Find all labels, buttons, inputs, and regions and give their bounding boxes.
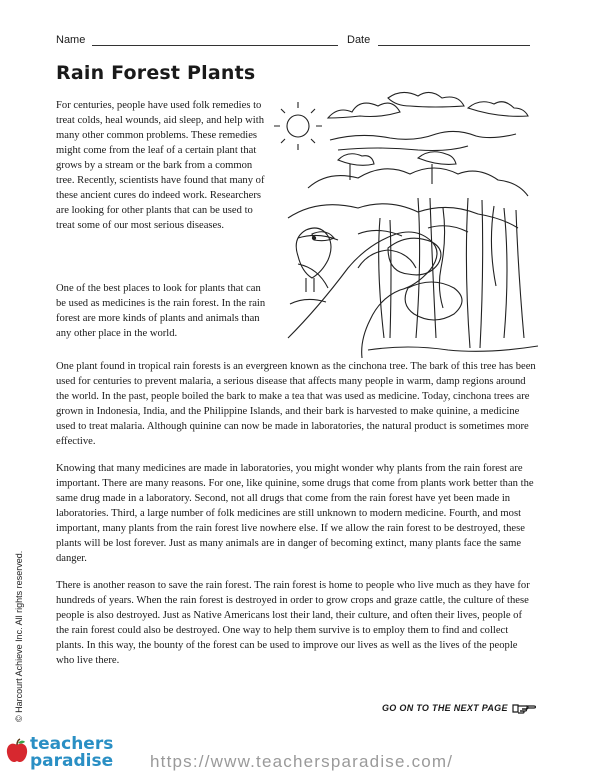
date-label: Date: [347, 34, 371, 46]
site-url[interactable]: https://www.teachersparadise.com/: [150, 752, 454, 771]
sun-icon: [274, 102, 322, 150]
logo-word-paradise: paradise: [30, 751, 114, 771]
next-page-prompt[interactable]: [382, 702, 536, 714]
next-page-text: GO ON TO THE NEXT PAGE: [382, 703, 508, 713]
page-title: Rain Forest Plants: [56, 62, 256, 84]
paragraph-4: Knowing that many medicines are made in laboratories, you might wonder why plants from the rain forest are important. There are many reasons. For one, like quinine, some drugs that come from plants work better than the same drug made in a laboratory. Second, not all drugs that come from the rain forest have yet been made in laboratories. Third, a large number of folk medicines are still unknown to modern medicine. Fourth, and most important, many plants from the rain forest live nowhere else. If we allow the rain forest to be destroyed, these plants will be lost forever. Just as many animals are in danger of becoming extinct, many plants face the same danger.: [56, 463, 534, 564]
rainforest-illustration: [268, 88, 538, 358]
name-label: Name: [56, 34, 86, 46]
date-line[interactable]: [378, 45, 530, 46]
paragraph-3: One plant found in tropical rain forests is an evergreen known as the cinchona tree. The bark of this tree has been used for centuries to prevent malaria, a serious disease that affects many people in warm, damp regions around the world. In the past, people boiled the bark to make a tea that was used as medicine. Today, cinchona trees are grown in Indonesia, India, and the Philippine Islands, and their bark is harvested to make quinine, a medicine used to treat malaria. Although quinine can now be made in laboratories, the natural product is sometimes more effective.: [56, 361, 536, 447]
paragraph-2: One of the best places to look for plants that can be used as medicines is the rain forest. In the rain forest are more kinds of plants and animals than any other place in the world.: [56, 283, 266, 339]
toucan-icon: [296, 228, 334, 292]
name-date-header: [56, 34, 530, 50]
paragraph-5: There is another reason to save the rain forest. The rain forest is home to people who live much as they have for hundreds of years. When the rain forest is destroyed in order to grow crops and graze cattle, the culture of these people is also destroyed. Just as Native Americans lost their land, their culture, and often their lives, people of the rain forest could also be destroyed. One way to help them survive is to employ them to find and collect plants. In this way, the bounty of the forest can be used to improve our lives as well as the lives of the people who live there.: [56, 580, 530, 666]
name-line[interactable]: [92, 45, 338, 46]
apple-icon: [6, 738, 28, 764]
paragraph-1: For centuries, people have used folk remedies to treat colds, heal wounds, aid sleep, and help with many other common problems. These remedies might come from the leaf of a certain plant that grows by a stream or the bark from a common tree. Recently, scientists have found that many of these ancient cures do indeed work. Researchers are looking for other plants that can be used to treat some of our most serious diseases.: [56, 100, 265, 231]
pointing-hand-icon: [512, 702, 536, 714]
logo-word-teachers: teachers: [30, 734, 114, 754]
copyright-notice: © Harcourt Achieve Inc. All rights reserved.: [14, 550, 24, 722]
teachers-paradise-logo: [4, 734, 134, 774]
